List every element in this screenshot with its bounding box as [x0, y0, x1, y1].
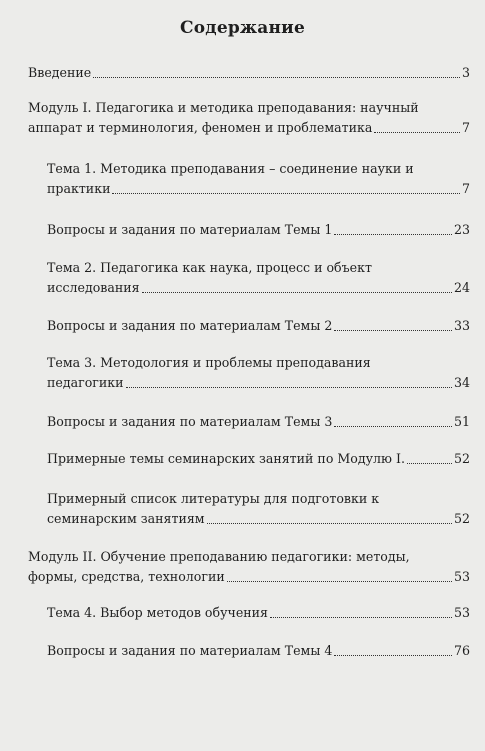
toc-line	[47, 373, 470, 393]
toc-entry-introduction[interactable]	[28, 63, 470, 83]
toc-entry-text-line-1: Примерный список литературы для подготовки к	[47, 491, 380, 506]
toc-page-number: 3	[461, 65, 470, 80]
toc-line	[47, 220, 470, 240]
toc-entry-questions-topic-3[interactable]	[47, 412, 470, 432]
dot-leader	[93, 77, 460, 78]
dot-leader	[334, 426, 452, 427]
dot-leader	[142, 292, 452, 293]
toc-entry-text-line-1: Модуль II. Обучение преподаванию педагогики: методы,	[28, 549, 410, 564]
toc-page-number: 52	[453, 511, 470, 526]
toc-entry-topic-3[interactable]	[47, 353, 470, 393]
toc-entry-text: Вопросы и задания по материалам Темы 3	[47, 414, 333, 429]
toc-entry-text: Вопросы и задания по материалам Темы 4	[47, 643, 333, 658]
toc-entry-text-line-1: Тема 2. Педагогика как наука, процесс и объект	[47, 260, 372, 275]
toc-entry-reading-list[interactable]	[47, 489, 470, 529]
dot-leader	[207, 523, 452, 524]
toc-page-number: 53	[453, 605, 470, 620]
toc-line	[28, 118, 470, 138]
toc-page-number: 7	[461, 120, 470, 135]
toc-page-number: 52	[453, 451, 470, 466]
toc-entry-text-line-1: Тема 3. Методология и проблемы преподавания	[47, 355, 371, 370]
toc-entry-text: Введение	[28, 65, 92, 80]
toc-entry-module-2[interactable]	[28, 547, 470, 587]
toc-entry-questions-topic-2[interactable]	[47, 316, 470, 336]
toc-page-number: 23	[453, 222, 470, 237]
toc-entry-topic-4[interactable]	[47, 603, 470, 623]
toc-line	[47, 179, 470, 199]
toc-entry-text: Тема 4. Выбор методов обучения	[47, 605, 268, 620]
toc-entry-module-1[interactable]	[28, 98, 470, 138]
toc-page-number: 34	[453, 375, 470, 390]
toc-page-number: 7	[461, 181, 470, 196]
toc-page-number: 53	[453, 569, 470, 584]
toc-page-number: 76	[453, 643, 470, 658]
toc-entry-text: Примерные темы семинарских занятий по Модулю I.	[47, 451, 405, 466]
toc-entry-text: Вопросы и задания по материалам Темы 1	[47, 222, 333, 237]
dot-leader	[227, 581, 452, 582]
toc-page-number: 24	[453, 280, 470, 295]
toc-entry-seminar-topics[interactable]	[47, 449, 470, 469]
toc-line	[47, 278, 470, 298]
toc-line	[47, 412, 470, 432]
dot-leader	[374, 132, 460, 133]
toc-entry-text-line-1: Тема 1. Методика преподавания – соединение науки и	[47, 161, 414, 176]
toc-entry-topic-1[interactable]	[47, 159, 470, 199]
toc-line	[47, 509, 470, 529]
toc-line	[28, 63, 470, 83]
toc-line	[47, 316, 470, 336]
toc-entry-topic-2[interactable]	[47, 258, 470, 298]
toc-entry-text-line-2: практики	[47, 181, 111, 196]
toc-line	[47, 449, 470, 469]
toc-entry-text-line-1: Модуль I. Педагогика и методика преподавания: научный	[28, 100, 419, 115]
toc-entry-text: Вопросы и задания по материалам Темы 2	[47, 318, 333, 333]
toc-line	[28, 567, 470, 587]
dot-leader	[270, 617, 452, 618]
toc-line	[47, 603, 470, 623]
toc-entry-text-line-2: аппарат и терминология, феномен и проблематика	[28, 120, 373, 135]
toc-entry-text-line-2: формы, средства, технологии	[28, 569, 225, 584]
dot-leader	[126, 387, 452, 388]
dot-leader	[407, 463, 452, 464]
dot-leader	[112, 193, 460, 194]
dot-leader	[334, 655, 452, 656]
toc-line	[47, 641, 470, 661]
toc-page-number: 33	[453, 318, 470, 333]
toc-entry-questions-topic-4[interactable]	[47, 641, 470, 661]
toc-entry-questions-topic-1[interactable]	[47, 220, 470, 240]
page-title: Содержание	[180, 18, 305, 38]
toc-page-number: 51	[453, 414, 470, 429]
toc-entry-text-line-2: исследования	[47, 280, 140, 295]
toc-entry-text-line-2: семинарским занятиям	[47, 511, 205, 526]
toc-entry-text-line-2: педагогики	[47, 375, 124, 390]
dot-leader	[334, 330, 452, 331]
dot-leader	[334, 234, 452, 235]
